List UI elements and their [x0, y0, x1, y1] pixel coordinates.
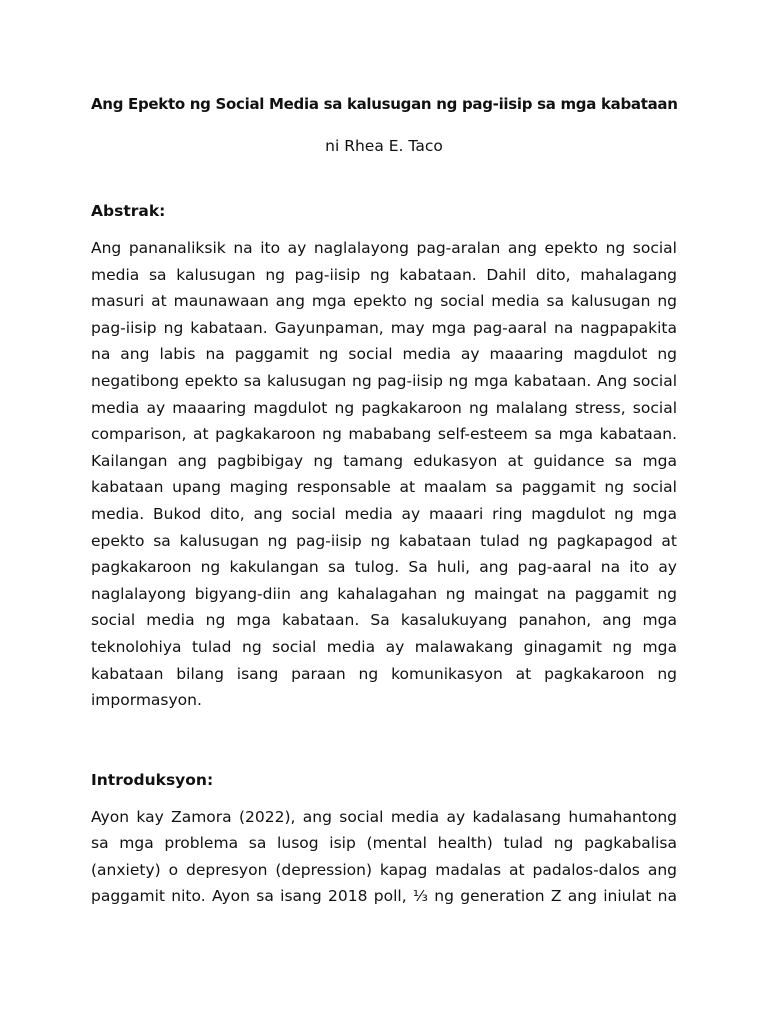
abstract-line: kabataan upang maging responsable at maalam sa paggamit ng social	[91, 478, 677, 497]
abstract-line: comparison, at pagkakaroon ng mababang self-esteem sa mga kabataan.	[91, 425, 677, 444]
abstract-line: Kailangan ang pagbibigay ng tamang edukasyon at guidance sa mga	[91, 451, 677, 470]
abstract-line: naglalayong bigyang-diin ang kahalagahan ng maingat na paggamit ng	[91, 584, 677, 603]
abstract-line: impormasyon.	[91, 691, 202, 710]
abstract-line: epekto sa kalusugan ng pag-iisip ng kabataan tulad ng pagkapagod at	[91, 531, 677, 550]
abstract-heading: Abstrak:	[91, 202, 166, 220]
abstract-line: media. Bukod dito, ang social media ay maaari ring magdulot ng mga	[91, 504, 677, 523]
abstract-line: media ay maaaring magdulot ng pagkakaroon ng malalang stress, social	[91, 398, 677, 417]
document-author: ni Rhea E. Taco	[325, 137, 443, 155]
document-title: Ang Epekto ng Social Media sa kalusugan ng pag-iisip sa mga kabataan	[91, 95, 678, 113]
abstract-line: pagkakaroon ng kakulangan sa tulog. Sa huli, ang pag-aaral na ito ay	[91, 558, 677, 577]
introduction-line: paggamit nito. Ayon sa isang 2018 poll, ⅓ ng generation Z ang iniulat na	[91, 887, 677, 906]
abstract-line: pag-iisip ng kabataan. Gayunpaman, may mga pag-aaral na nagpapakita	[91, 318, 677, 337]
introduction-paragraph	[91, 804, 677, 910]
document-page	[91, 93, 677, 910]
introduction-line: sa mga problema sa lusog isip (mental health) tulad ng pagkabalisa	[91, 834, 677, 853]
abstract-paragraph	[91, 235, 677, 714]
introduction-heading: Introduksyon:	[91, 770, 214, 789]
abstract-line: Ang pananaliksik na ito ay naglalayong pag-aralan ang epekto ng social	[91, 239, 677, 257]
abstract-line: kabataan bilang isang paraan ng komunikasyon at pagkakaroon ng	[91, 664, 677, 683]
abstract-line: negatibong epekto sa kalusugan ng pag-iisip ng mga kabataan. Ang social	[91, 371, 677, 390]
abstract-line: social media ng mga kabataan. Sa kasalukuyang panahon, ang mga	[91, 611, 677, 630]
abstract-line: teknolohiya tulad ng social media ay malawakang ginagamit ng mga	[91, 637, 677, 656]
introduction-line: (anxiety) o depresyon (depression) kapag madalas at padalos-dalos ang	[91, 860, 677, 879]
abstract-line: na ang labis na paggamit ng social media ay maaaring magdulot ng	[91, 345, 677, 364]
abstract-line: media sa kalusugan ng pag-iisip ng kabataan. Dahil dito, mahalagang	[91, 265, 677, 284]
abstract-line: masuri at maunawaan ang mga epekto ng social media sa kalusugan ng	[91, 292, 677, 311]
introduction-line: Ayon kay Zamora (2022), ang social media ay kadalasang humahantong	[91, 807, 677, 826]
